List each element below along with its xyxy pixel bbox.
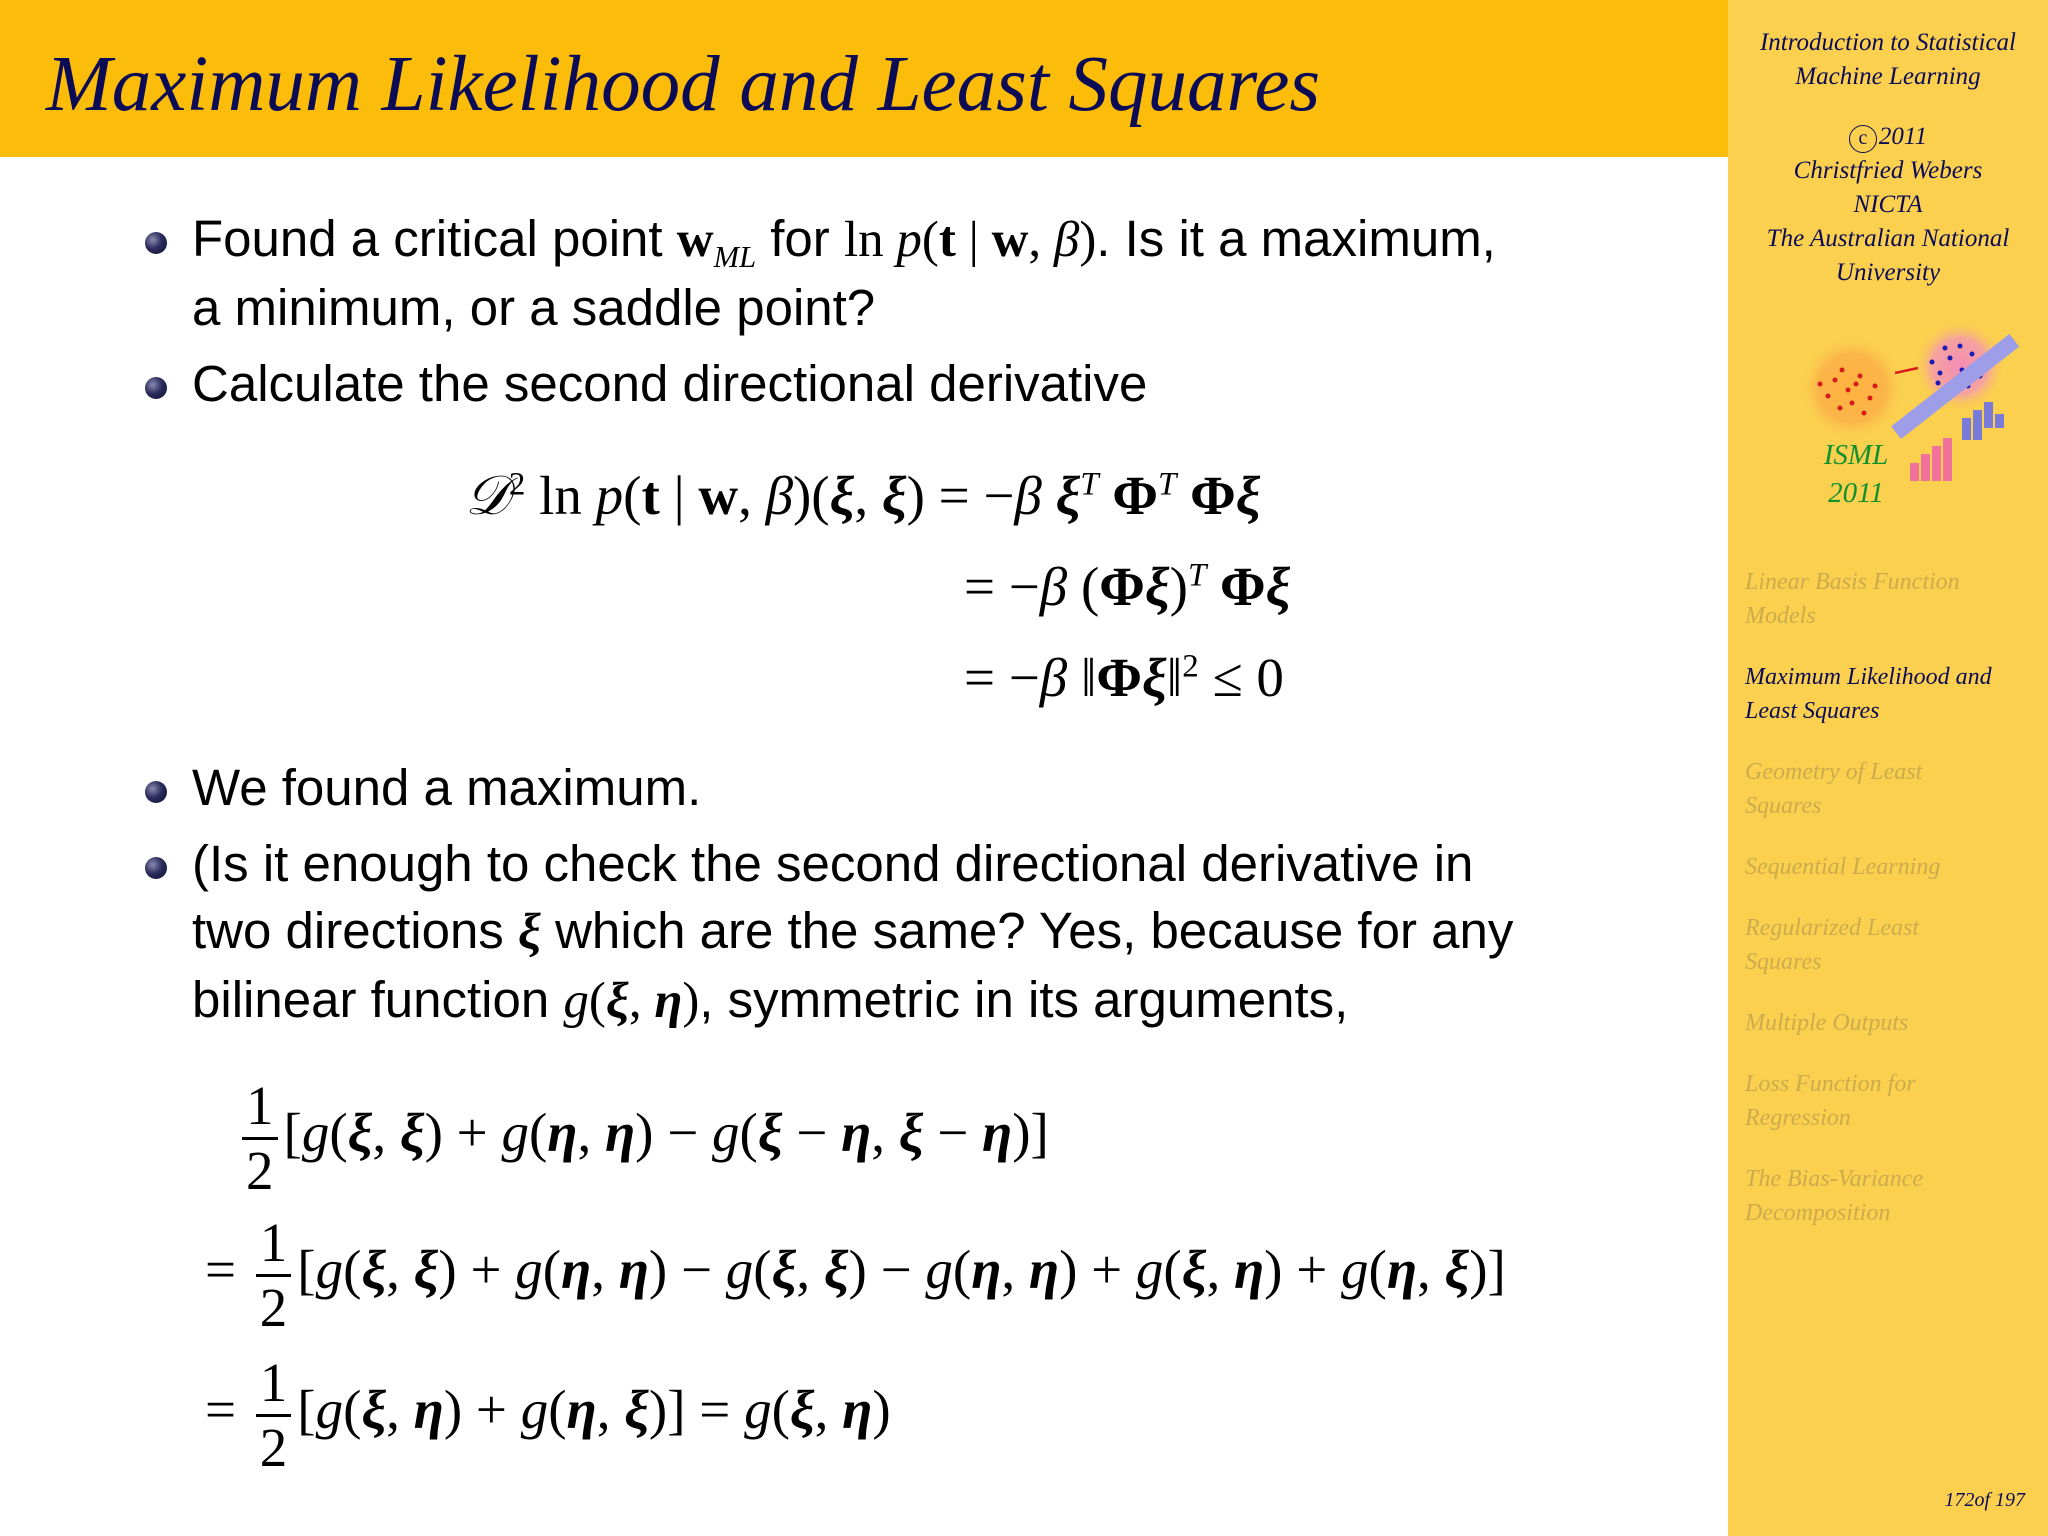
equation-bilinear-line1: $\frac{1}{2}$ [g(ξ, ξ) + g(η, η) − g(ξ − η, ξ − η)] <box>236 1075 1049 1202</box>
equation-bilinear-line3: = $\frac{1}{2}$ [g(ξ, η) + g(η, ξ)] = g(ξ, η) <box>205 1352 891 1478</box>
math-w-ml: $w_{ML}$ <box>676 212 757 275</box>
math-log-likelihood: ln p(t | w, β) <box>843 212 1097 268</box>
toc-item-loss-function[interactable]: Loss Function for Regression <box>1745 1071 1916 1131</box>
bullet-found-maximum: We found a maximum. <box>140 754 1680 821</box>
slide-title: Maximum Likelihood and Least Squares <box>46 41 1321 128</box>
toc-item-maximum-likelihood[interactable]: Maximum Likelihood and Least Squares <box>1745 664 1992 724</box>
author-name: Christfried Webers <box>1793 157 1983 184</box>
logo-label: ISML 2011 <box>1823 439 1889 509</box>
bullet-list-bottom <box>140 754 1680 1044</box>
title-bar <box>0 0 1728 157</box>
equation-bilinear-line2: = $\frac{1}{2}$ [g(ξ, ξ) + g(η, η) − g(ξ, ξ) − g(η, η) + g(ξ, η) + g(η, ξ)] <box>205 1212 1506 1338</box>
toc-item-bias-variance[interactable]: The Bias-Variance Decomposition <box>1745 1166 1923 1226</box>
table-of-contents <box>1745 565 2045 1257</box>
toc-item-regularized-least-squares[interactable]: Regularized Least Squares <box>1745 915 1919 975</box>
equation-directional-derivative-line2: = −β $(\Phi\xi)^T$ Φξ <box>964 556 1291 617</box>
equation-directional-derivative-line1: 𝒟$^2$ ln p(t | w, β)(ξ, ξ) = −β $\xi^T$ $\Phi^T$ Φξ <box>465 465 1261 526</box>
math-xi: ξ <box>517 904 541 960</box>
copyright-block: c 2011 Christfried Webers NICTA The Australian National University <box>1728 120 2048 290</box>
toc-item-linear-basis-function-models[interactable]: Linear Basis Function Models <box>1745 569 1960 629</box>
sidebar <box>1728 0 2048 1536</box>
organization: NICTA <box>1853 191 1923 218</box>
toc-item-sequential-learning[interactable]: Sequential Learning <box>1745 854 1941 880</box>
toc-item-multiple-outputs[interactable]: Multiple Outputs <box>1745 1010 1909 1036</box>
bullet-list-top <box>140 205 1680 426</box>
page-number: 172of 197 <box>1944 1489 2025 1511</box>
course-title: Introduction to Statistical Machine Learning <box>1759 29 2016 90</box>
toc-item-geometry-of-least-squares[interactable]: Geometry of Least Squares <box>1745 759 1923 819</box>
bullet-critical-point: Found a critical point $w_{ML}$ for ln p(t | w, β). Is it a maximum, a minimum, or a saddle point? <box>140 205 1680 341</box>
equation-directional-derivative-line3: = −β ‖Φξ‖$^2$ ≤ 0 <box>964 647 1284 708</box>
math-g-xi-eta: g(ξ, η) <box>563 973 700 1029</box>
copyright-icon: c <box>1849 125 1877 153</box>
bullet-symmetric-argument: (Is it enough to check the second directional derivative in two directions ξ which are the same? Yes, because for any bilinear function g(ξ, η), symmetric in its arguments, <box>140 830 1680 1035</box>
bullet-second-derivative: Calculate the second directional derivative <box>140 350 1680 417</box>
